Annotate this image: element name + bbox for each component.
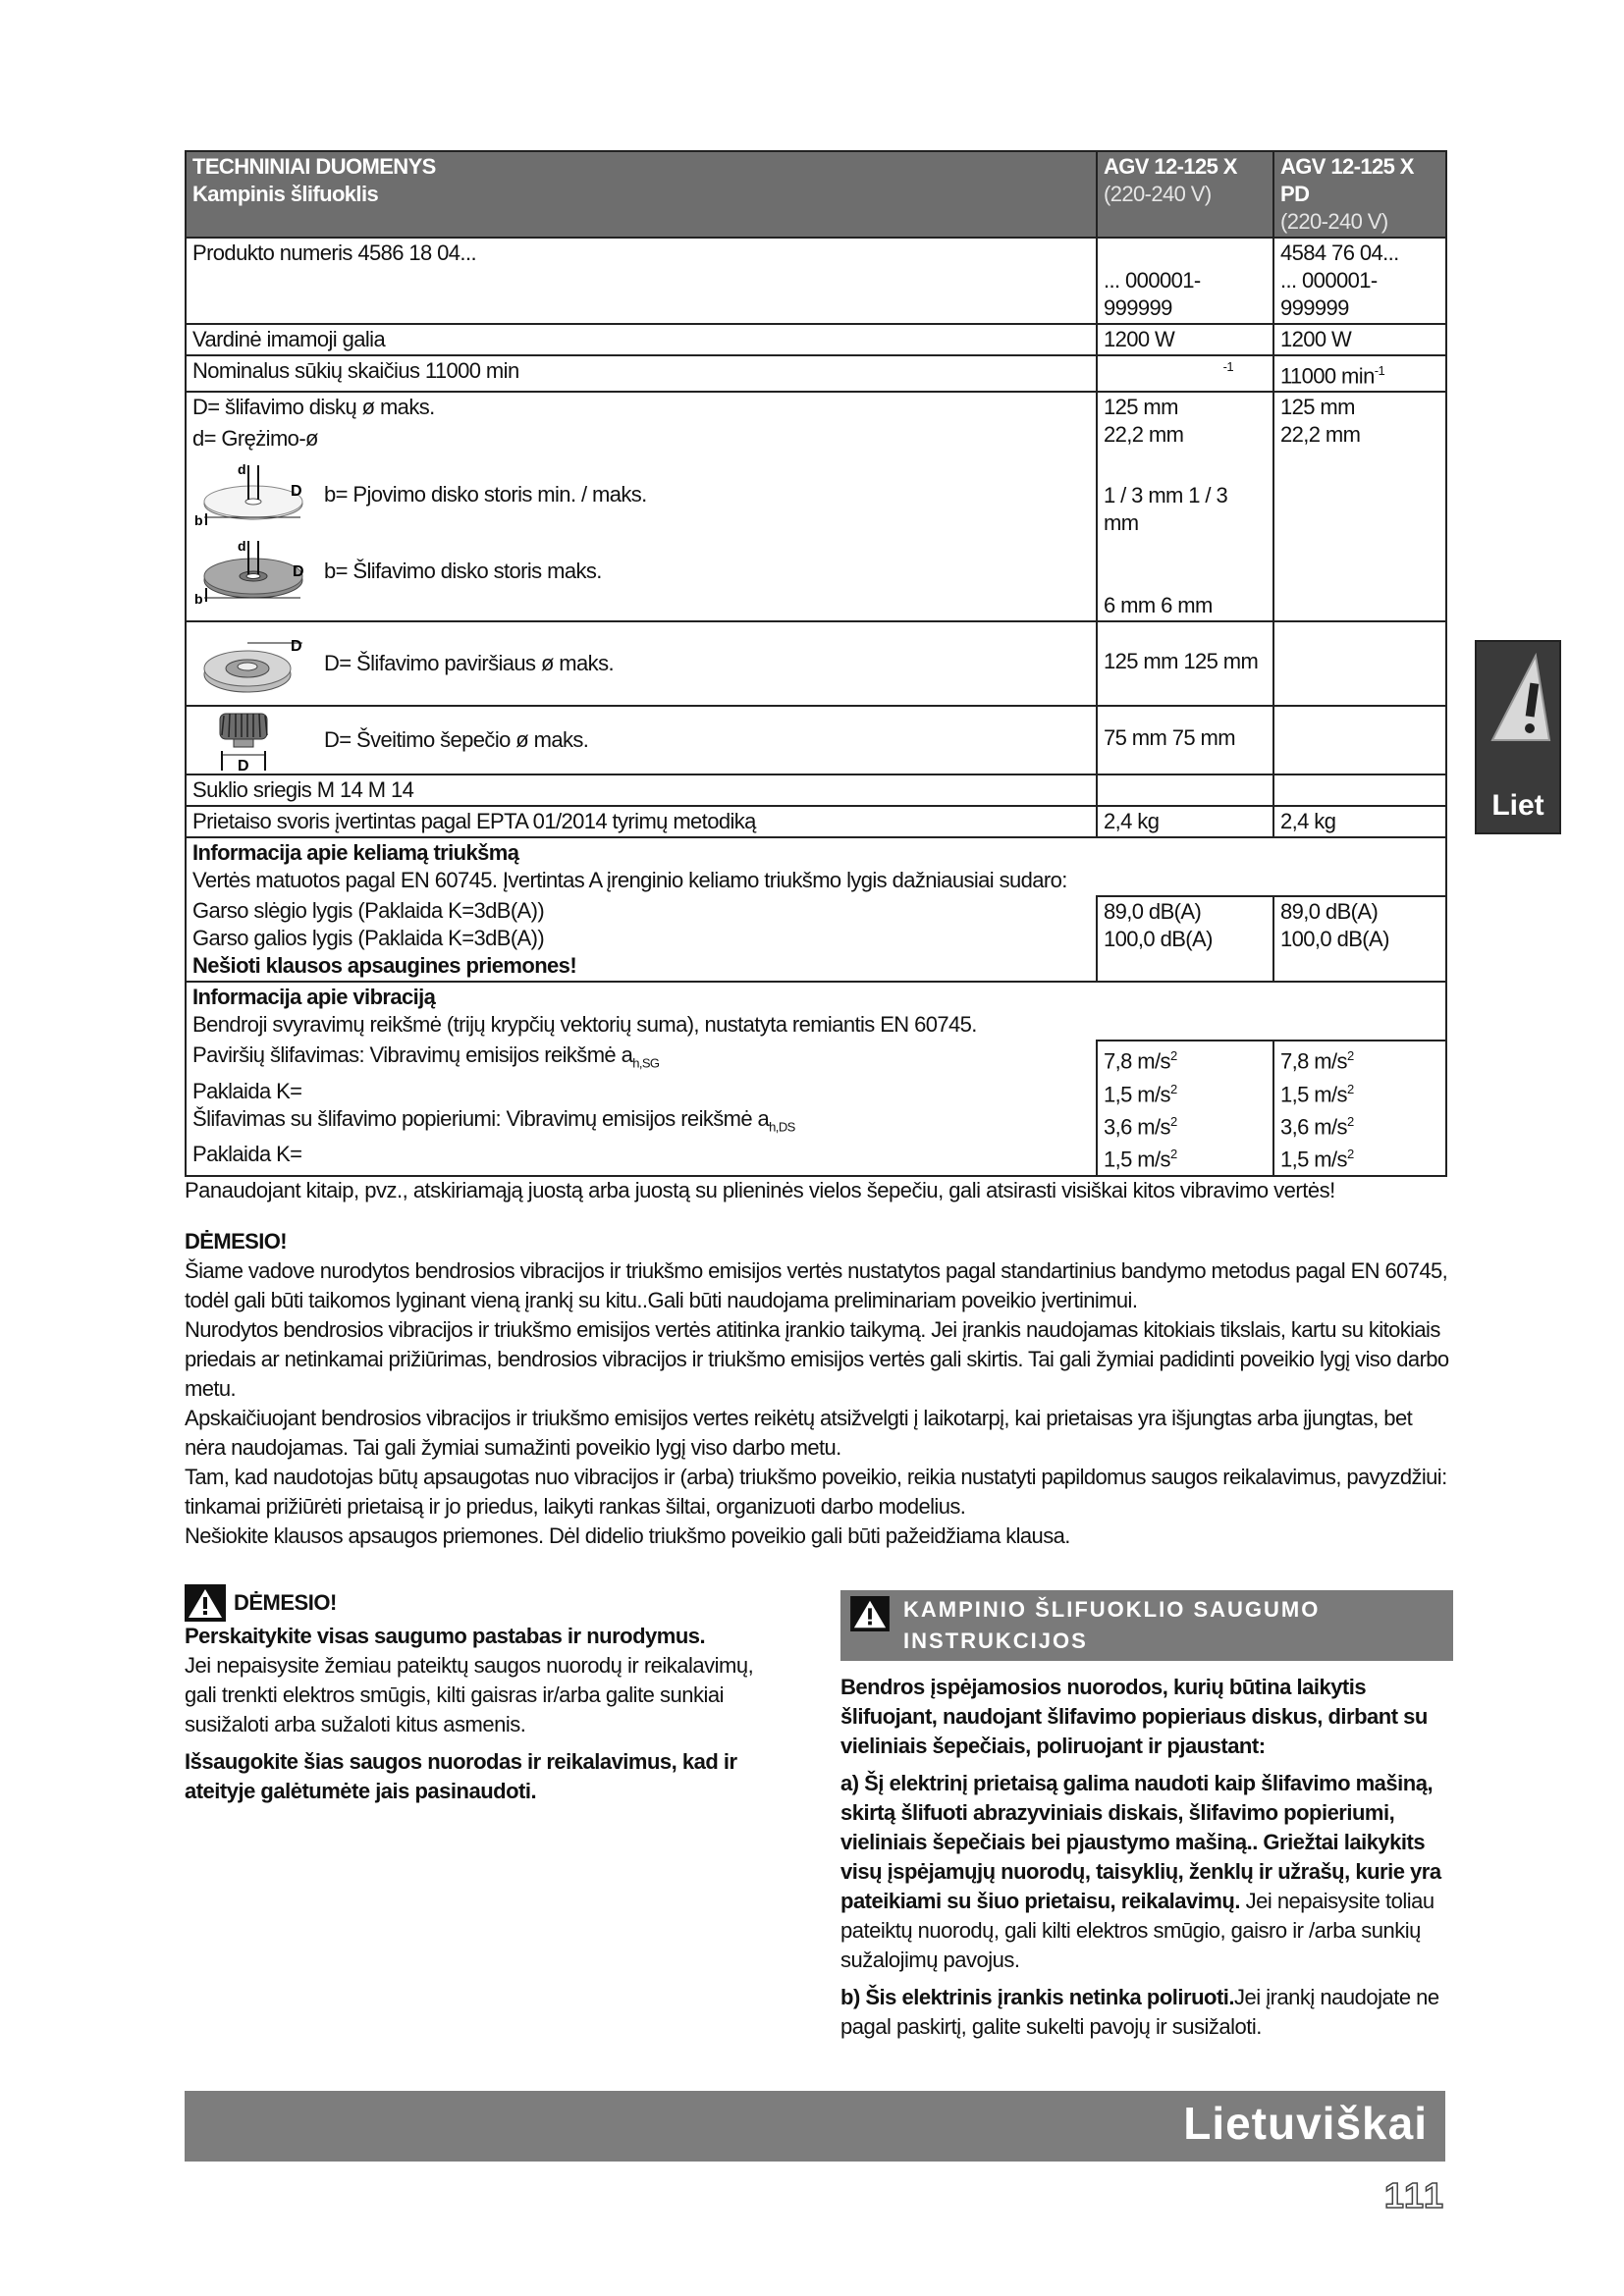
bore-val1: 22,2 mm: [1104, 422, 1184, 448]
grind-thickness-val: 6 mm 6 mm: [1104, 593, 1213, 618]
safety-banner-line2: INSTRUKCIJOS: [903, 1629, 1088, 1653]
brush-val2: [1273, 706, 1446, 774]
table-row: [186, 324, 1446, 355]
product-number-label: Produkto numeris 4586 18 04...: [186, 238, 1097, 324]
footer-title: Lietuviškai: [1183, 2098, 1428, 2149]
disc-max-val2: 125 mm: [1280, 395, 1355, 420]
header-model1: AGV 12-125 X: [1104, 154, 1237, 179]
vibration-heading-cell: [186, 982, 1446, 1041]
left-warning-bold-1: Perskaitykite visas saugumo pastabas ir nurodymus.: [185, 1624, 706, 1648]
page-number: 111: [1383, 2175, 1445, 2216]
table-row: [186, 837, 1446, 896]
header-subtitle: Kampinis šlifuoklis: [192, 182, 379, 206]
table-row: [186, 774, 1446, 806]
speed-val2: 11000 $\min^{-1}$: [1273, 355, 1446, 392]
warning-icon: [185, 1584, 226, 1622]
speed-label: Nominalus sūkių skaičius 11000 min: [186, 355, 1097, 392]
left-warning-text: Jei nepaisysite žemiau pateiktų saugos nuorodų ir reikalavimų, gali trenkti elektros smūgis, kilti gaisras ir/arba galite sunkiai susižaloti arba sužaloti kitus asmenis.: [185, 1653, 754, 1736]
language-side-tab: [1475, 640, 1561, 834]
side-tab-label: Liet: [1491, 789, 1544, 822]
svg-text:D: D: [238, 758, 248, 775]
attention-paragraph-2: Nurodytos bendrosios vibracijos ir triukšmo emisijos vertės atitinka įrankio taikymą. Jei įrankis naudojamas kitokiais tikslais, kartu su kitokiais priedais ar netinkamai prižiūrimas, bendrosios vibracijos ir triukšmo emisijos vertės gali skirtis. Tai gali žymiai padidinti poveikio lygį viso darbo metu.: [185, 1317, 1449, 1401]
grind-thickness-row: [192, 537, 1090, 606]
table-row: [186, 896, 1446, 982]
disc-row-val2: [1273, 392, 1446, 621]
left-warning-block: [185, 1584, 774, 1806]
noise-val2: 89,0 dB(A) 100,0 dB(A): [1273, 896, 1446, 982]
bore-label: d= Grężimo-ø: [192, 426, 318, 452]
table-header-row: [186, 151, 1446, 238]
header-title-cell: [186, 151, 1097, 238]
product-number-val2: 4584 76 04... ... 000001-999999: [1273, 238, 1446, 324]
spindle-val1: [1097, 774, 1273, 806]
exclamation-warning-icon: [1477, 646, 1559, 754]
footer-bar: [185, 2091, 1445, 2162]
svg-text:d: d: [238, 461, 245, 478]
weight-val1: 2,4 kg: [1097, 806, 1273, 837]
svg-text:b: b: [194, 512, 202, 529]
vibration-val1: 7,8 $m/s^2$ 1,5 $m/s^2$ 3,6 $m/s^2$ 1,5 $m/s^2$: [1097, 1041, 1273, 1175]
vibration-labels: Paviršių šlifavimas: Vibravimų emisijos reikšmė $a_{h,SG}$ Paklaida K= Šlifavimas su šlifavimo popieriumi: Vibravimų emisijos reikšmė $a_{h,DS}$ Paklaida K=: [186, 1041, 1097, 1175]
noise-warning: Nešioti klausos apsaugines priemones!: [192, 953, 577, 979]
rated-power-val1: 1200 W: [1097, 324, 1273, 355]
warning-icon: [850, 1596, 890, 1631]
vibration-heading: Informacija apie vibraciją: [192, 985, 436, 1010]
cut-thickness-val: 1 / 3 mm 1 / 3 mm: [1104, 483, 1228, 536]
svg-text:b: b: [194, 591, 202, 607]
noise-labels: Garso slėgio lygis (Paklaida K=3dB(A)) Garso galios lygis (Paklaida K=3dB(A)) Nešioti klausos apsaugines priemones!: [186, 896, 1097, 982]
svg-text:D: D: [291, 483, 301, 501]
vibration-intro: Bendroji svyravimų reikšmė (trijų krypčių vektorių suma), nustatyta remiantis EN 60745.: [192, 1012, 977, 1038]
cutting-disc-icon: [192, 460, 310, 529]
safety-banner: [840, 1590, 1453, 1661]
rated-power-label: Vardinė imamoji galia: [186, 324, 1097, 355]
technical-data-table: [185, 150, 1447, 1177]
header-model2: AGV 12-125 X PD: [1280, 154, 1414, 206]
safety-item-b: b) Šis elektrinis įrankis netinka poliruoti.Jei įrankį naudojate ne pagal paskirtį, galite sukelti pavojų ir susižaloti.: [840, 1985, 1439, 2039]
product-number-val1: ... 000001-999999: [1097, 238, 1273, 324]
table-row: [186, 1041, 1446, 1175]
cut-thickness-row: [192, 460, 1090, 529]
noise-val1: 89,0 dB(A) 100,0 dB(A): [1097, 896, 1273, 982]
bore-val2: 22,2 mm: [1280, 422, 1361, 448]
rated-power-val2: 1200 W: [1273, 324, 1446, 355]
disc-row-label: [186, 392, 1097, 621]
noise-heading: Informacija apie keliamą triukšmą: [192, 840, 519, 866]
disc-max-val1: 125 mm: [1104, 395, 1178, 420]
sanding-surface-row: [192, 623, 1090, 704]
header-model1-cell: [1097, 151, 1273, 238]
attention-paragraph-5: Nešiokite klausos apsaugos priemones. Dėl didelio triukšmo poveikio gali būti pažeidžiama klausa.: [185, 1523, 1070, 1548]
left-warning-title: DĖMESIO!: [234, 1590, 337, 1615]
noise-heading-cell: [186, 837, 1446, 896]
sanding-pad-icon: [192, 629, 310, 698]
svg-text:d: d: [238, 538, 245, 555]
spindle-label: Suklio sriegis M 14 M 14: [186, 774, 1097, 806]
vibration-note: Panaudojant kitaip, pvz., atskiriamąją juostą arba juostą su plieninės vielos šepečiu, gali atsirasti visiškai kitos vibravimo vertės!: [185, 1178, 1335, 1202]
sanding-surface-label: D= Šlifavimo paviršiaus ø maks.: [324, 651, 614, 676]
attention-title: DĖMESIO!: [185, 1229, 287, 1254]
weight-val2: 2,4 kg: [1273, 806, 1446, 837]
table-row: [186, 806, 1446, 837]
grinding-disc-icon: [192, 537, 310, 606]
table-row: [186, 706, 1446, 774]
cut-thickness-label: b= Pjovimo disko storis min. / maks.: [324, 482, 647, 507]
attention-paragraph-1: Šiame vadove nurodytos bendrosios vibracijos ir triukšmo emisijos vertės nustatytos pagal standartinius bandymo metodus pagal EN 60745, todėl gali būti taikomos lyginant vieną įrankį su kitu..Gali būti naudojama preliminariam poveikio įvertinimui.: [185, 1258, 1448, 1312]
table-row: [186, 355, 1446, 392]
right-safety-block: [840, 1590, 1453, 2042]
wire-brush-icon: [192, 706, 310, 774]
disc-max-label: D= šlifavimo diskų ø maks.: [192, 395, 435, 420]
table-row: [186, 982, 1446, 1041]
left-warning-header: [185, 1584, 774, 1622]
brush-row: [192, 708, 1090, 773]
vibration-val2: 7,8 $m/s^2$ 1,5 $m/s^2$ 3,6 $m/s^2$ 1,5 $m/s^2$: [1273, 1041, 1446, 1175]
header-model2-voltage: (220-240 V): [1280, 209, 1388, 234]
sanding-surface-val2: [1273, 621, 1446, 706]
grind-thickness-label: b= Šlifavimo disko storis maks.: [324, 559, 602, 584]
svg-text:D: D: [293, 563, 303, 581]
safety-item-a: a) Šį elektrinį prietaisą galima naudoti kaip šlifavimo mašiną, skirtą šlifuoti abrazyviniais diskais, šlifavimo popieriumi, vieliniais šepečiais bei pjaustymo mašiną.. Griežtai laikykits visų įspėjamųjų nuorodų, taisyklių, ženklų ir užrašų, kurie yra pateikiami su šiuo prietaisu, reikalavimų. Jei nepaisysite toliau pateiktų nuorodų, gali kilti elektros smūgio, gaisro ir /arba sunkių sužalojimų pavojus.: [840, 1771, 1441, 1972]
sanding-surface-cell: [186, 621, 1097, 706]
table-row: [186, 621, 1446, 706]
safety-intro: Bendros įspėjamosios nuorodos, kurių būtina laikytis šlifuojant, naudojant šlifavimo popieriaus diskus, dirbant su vieliniais šepečiais, poliruojant ir pjaustant:: [840, 1675, 1428, 1758]
attention-block: [185, 1227, 1451, 1551]
left-warning-bold-2: Išsaugokite šias saugos nuorodas ir reikalavimus, kad ir ateityje galėtumėte jais pasinaudoti.: [185, 1749, 737, 1803]
sanding-surface-val: 125 mm 125 mm: [1097, 621, 1273, 706]
brush-val: 75 mm 75 mm: [1097, 706, 1273, 774]
spindle-val2: [1273, 774, 1446, 806]
header-model2-cell: [1273, 151, 1446, 238]
table-row: [186, 238, 1446, 324]
disc-row-val1: [1097, 392, 1273, 621]
attention-paragraph-3: Apskaičiuojant bendrosios vibracijos ir triukšmo emisijos vertes reikėtų atsižvelgti į laikotarpį, kai prietaisas yra išjungtas arba įjungtas, bet nėra naudojamas. Tai gali žymiai sumažinti poveikio lygį viso darbo metu.: [185, 1406, 1413, 1460]
table-row: [186, 392, 1446, 621]
header-title: TECHNINIAI DUOMENYS: [192, 154, 436, 179]
header-model1-voltage: (220-240 V): [1104, 182, 1212, 206]
brush-cell: [186, 706, 1097, 774]
weight-label: Prietaiso svoris įvertintas pagal EPTA 01/2014 tyrimų metodiką: [186, 806, 1097, 837]
attention-paragraph-4: Tam, kad naudotojas būtų apsaugotas nuo vibracijos ir (arba) triukšmo poveikio, reikia nustatyti papildomus saugos reikalavimus, pavyzdžiui: tinkamai prižiūrėti prietaisą ir jo priedus, laikyti rankas šiltai, organizuoti darbo modelius.: [185, 1465, 1447, 1519]
noise-intro: Vertės matuotos pagal EN 60745. Įvertintas A įrenginio keliamo triukšmo lygis dažniausiai sudaro:: [192, 868, 1067, 893]
svg-text:D: D: [291, 638, 301, 656]
brush-label: D= Šveitimo šepečio ø maks.: [324, 727, 589, 753]
speed-val1: -1: [1097, 355, 1273, 392]
safety-banner-line1: KAMPINIO ŠLIFUOKLIO SAUGUMO: [903, 1597, 1321, 1622]
